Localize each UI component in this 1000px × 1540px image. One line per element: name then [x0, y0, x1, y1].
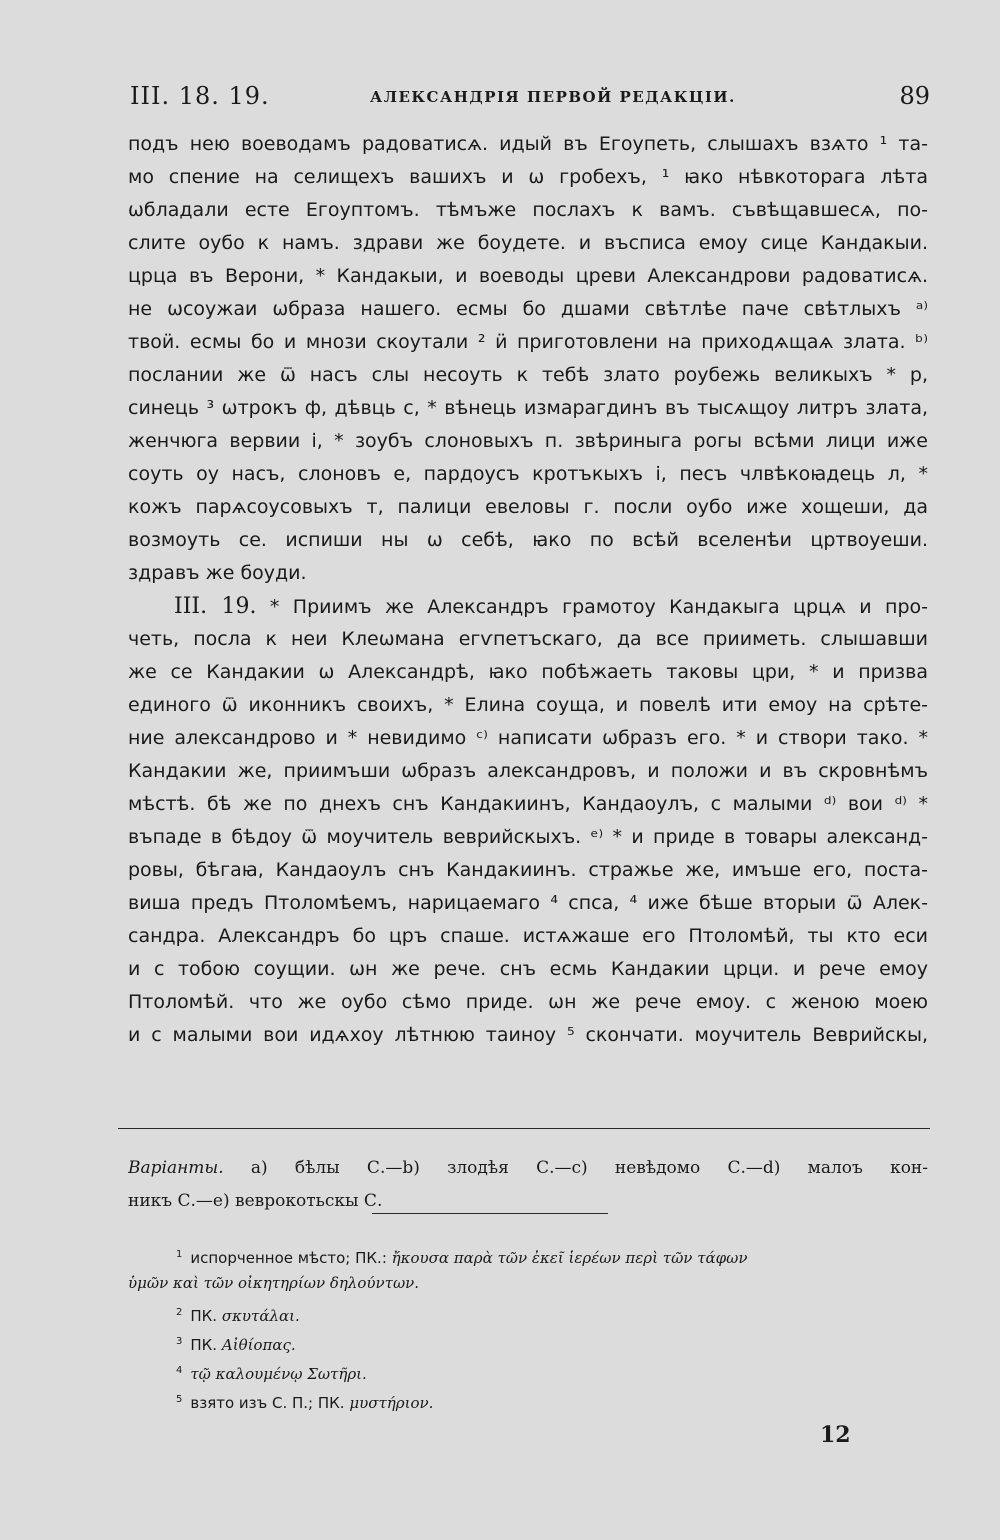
- text-line: послании же ѿ насъ слы несоуть к тебѣ злато роубежь великыхъ * р,: [128, 364, 928, 386]
- running-head: [130, 82, 930, 122]
- variants-label: Варіанты.: [128, 1158, 224, 1178]
- text-line: четь, посла к неи Клеѡмана егѵпетъскаго, да все прииметь. слышавши: [128, 628, 928, 650]
- footnote-number: 1: [176, 1249, 183, 1260]
- variants-text: а) бѣлы С.—b) злодѣя С.—c) невѣдомо С.—d) малоъ кон-: [250, 1158, 928, 1178]
- footnote: [128, 1240, 928, 1269]
- section-number: III. 19.: [174, 594, 257, 619]
- text-line: Кандакии же, приимъши ѡбразъ александровъ, и положи и въ скровнѣмъ: [128, 760, 928, 782]
- page-number: 89: [899, 82, 930, 110]
- footnote-greek: τῷ καλουμένῳ Σωτῆρι.: [190, 1365, 367, 1383]
- footnotes: [128, 1240, 928, 1414]
- text-line: единого ѿ иконникъ своихъ, * Елина соуща, и повелѣ ити емоу на срѣте-: [128, 694, 928, 716]
- signature-mark: 12: [820, 1422, 851, 1448]
- text-line: подъ нею воеводамъ радоватисѧ. идый въ Егоупеть, слышахъ взѧто ¹ та-: [128, 133, 928, 155]
- text-line: ние александрово и * невидимо ᶜ⁾ написати ѡбразъ его. * и створи тако. *: [128, 727, 928, 749]
- footnote-text: ПК.: [190, 1336, 218, 1354]
- section-reference: III. 18. 19.: [130, 82, 270, 110]
- footnote-text: ПК.: [190, 1307, 218, 1325]
- footnote: [128, 1298, 928, 1327]
- text-line: твоӥ. есмы бо и мнози скоутали ² ӥ приготовлени на приходѧщаѧ злата. ᵇ⁾: [128, 331, 928, 353]
- footnote-number: 3: [176, 1336, 183, 1347]
- text-line: и с малыми вои идѧхоу лѣтнюю таиноу ⁵ скончати. моучитель Веврийскы,: [128, 1024, 928, 1046]
- text-line: ровы, бѣгаꙗ, Кандаоулъ снъ Кандакиинъ. стражье же, имъше его, поста-: [128, 859, 928, 881]
- text-line: синець ³ ѡтрокъ ф, дѣвць с, * вѣнець измарагдинъ въ тысѧщоу литръ злата,: [128, 397, 928, 419]
- footnote: [128, 1385, 928, 1414]
- text-line: ѡбладали есте Егоуптомъ. тѣмъже послахъ к вамъ. съвѣщавшесѧ, по-: [128, 199, 928, 221]
- section-start-line: [128, 590, 928, 623]
- text-line: здравъ же боуди.: [128, 562, 307, 584]
- text-line: * Приимъ же Александръ грамотоу Кандакыга црцѧ и про-: [269, 596, 928, 618]
- footnote-text: взято изъ С. П.; ПК.: [190, 1394, 345, 1412]
- text-line: кожъ парѧсоусовыхъ т, палици евеловы г. посли оубо иже хощеши, да: [128, 496, 928, 518]
- footnote-greek: Αἰθίοπας.: [221, 1336, 296, 1354]
- text-line: же се Кандакии ѡ Александрѣ, ꙗко побѣжаеть таковы цри, * и призва: [128, 661, 928, 683]
- variants-apparatus: [128, 1152, 928, 1218]
- footnote: [128, 1356, 928, 1385]
- text-line: мо спение на селищехъ вашихъ и ѡ гробехъ, ¹ ꙗко нѣвкоторага лѣта: [128, 166, 928, 188]
- text-line: соуть оу насъ, слоновъ е, пардоусъ кротъкыхъ і, песъ члвѣкоꙗдець л, *: [128, 463, 928, 485]
- footnote-greek: σκυτάλαι.: [221, 1307, 300, 1325]
- footnote-number: 4: [176, 1365, 183, 1376]
- text-line: виша предъ Птоломѣемъ, нарицаемаго ⁴ спса, ⁴ иже бѣше вторыи ѿ Алек-: [128, 892, 928, 914]
- text-line: Птоломѣй. что же оубо сѣмо приде. ѡн же рече емоу. с женою моею: [128, 991, 928, 1013]
- footnote-number: 2: [176, 1307, 183, 1318]
- text-line: црца въ Верони, * Кандакыи, и воеводы цреви Александрови радоватисѧ.: [128, 265, 928, 287]
- footnote-divider: [118, 1128, 930, 1129]
- running-title: АЛЕКСАНДРІЯ ПЕРВОЙ РЕДАКЦІИ.: [370, 88, 736, 106]
- text-line: въпаде в бѣдоу ѿ моучитель веврийскыхъ. ᵉ⁾ * и приде в товары александ-: [128, 826, 928, 848]
- text-line: не ѡсоужаи ѡбраза нашего. есмы бо дшами свѣтлѣе паче свѣтлыхъ ᵃ⁾: [128, 298, 928, 320]
- short-divider: [372, 1213, 608, 1214]
- footnote-number: 5: [176, 1394, 183, 1405]
- footnote-greek: μυστήριον.: [349, 1394, 434, 1412]
- footnote-continuation: [128, 1269, 928, 1298]
- text-line: женчюга вервии і, * зоубъ слоновыхъ п. звѣриныга рогы всѣми лици иже: [128, 430, 928, 452]
- footnote-text: испорченное мѣсто; ПК.:: [190, 1249, 387, 1267]
- text-line: и с тобою соущии. ѡн же рече. снъ есмь Кандакии црци. и рече емоу: [128, 958, 928, 980]
- text-line: слите оубо к намъ. здрави же боудете. и въсписа емоу сице Кандакыи.: [128, 232, 928, 254]
- footnote-greek: ἤκουσα παρὰ τῶν ἐκεῖ ἱερέων περὶ τῶν τάφων: [391, 1249, 748, 1267]
- variants-line: никъ С.—е) веврокотьскы С.: [128, 1191, 383, 1211]
- text-line: мѣстѣ. бѣ же по днехъ снъ Кандакиинъ, Кандаоулъ, с малыми ᵈ⁾ вои ᵈ⁾ *: [128, 793, 928, 815]
- footnote: [128, 1327, 928, 1356]
- text-line: возмоуть се. испиши ны ѡ себѣ, ꙗко по всѣй вселенѣи цртвоуеши.: [128, 529, 928, 551]
- variants-line: [128, 1152, 928, 1185]
- main-text: [128, 128, 928, 1052]
- text-line: сандра. Александръ бо цръ спаше. истѧжаше его Птоломѣй, ты кто еси: [128, 925, 928, 947]
- footnote-greek: ὑμῶν καὶ τῶν οἰκητηρίων δηλούντων.: [128, 1274, 420, 1292]
